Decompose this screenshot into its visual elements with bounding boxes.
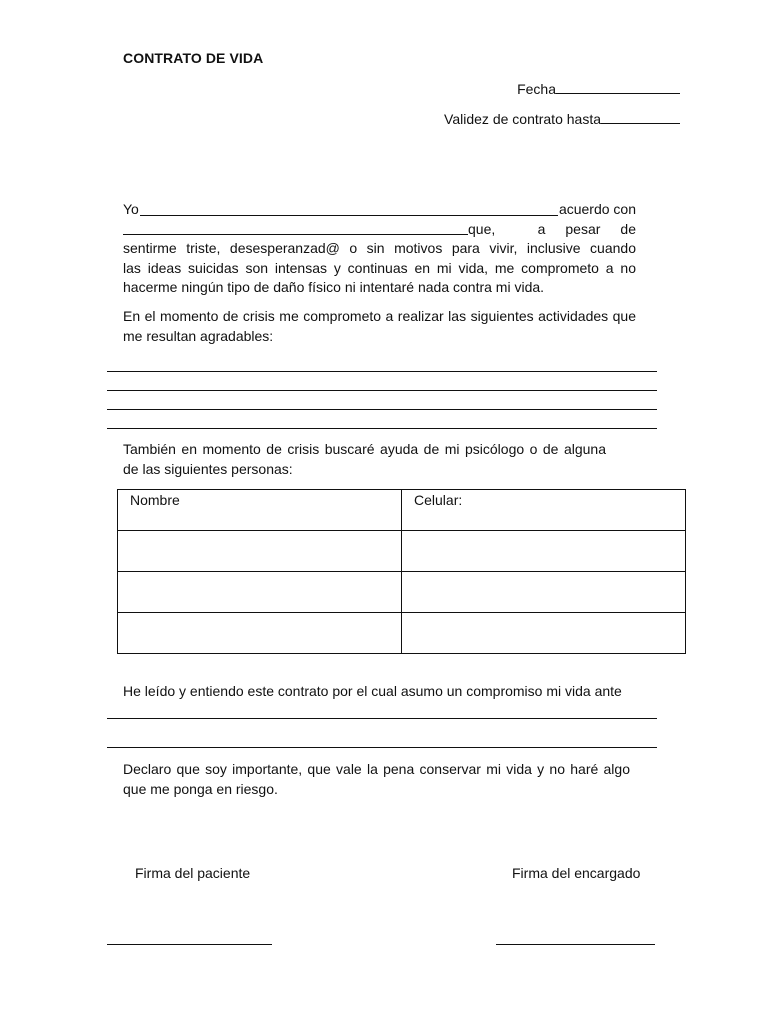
contact-phone-cell[interactable]	[402, 613, 686, 654]
contact-phone-cell[interactable]	[402, 572, 686, 613]
contacts-table	[117, 489, 686, 654]
contact-name-cell[interactable]	[118, 572, 402, 613]
validez-label: Validez de contrato hasta	[444, 111, 601, 127]
activity-line-4[interactable]	[107, 428, 657, 429]
patient-signature-line[interactable]	[107, 944, 272, 945]
table-row	[118, 613, 686, 654]
fecha-blank[interactable]	[556, 80, 680, 94]
activity-line-3[interactable]	[107, 409, 657, 410]
agreement-blank[interactable]	[123, 221, 468, 235]
table-row	[118, 572, 686, 613]
intro-line-3: sentirme triste, desesperanzad@ o sin motivos para vivir, inclusive cuando	[123, 240, 636, 256]
table-header-row	[118, 490, 686, 531]
validez-field[interactable]	[444, 110, 680, 127]
fecha-field[interactable]	[517, 80, 680, 97]
crisis-activities-paragraph: En el momento de crisis me comprometo a realizar las siguientes actividades que me resultan agradables:	[123, 308, 636, 344]
validez-blank[interactable]	[601, 110, 680, 124]
contact-name-cell[interactable]	[118, 531, 402, 572]
witness-line-1[interactable]	[107, 718, 657, 719]
table-row	[118, 531, 686, 572]
contact-name-cell[interactable]	[118, 613, 402, 654]
witness-line-2[interactable]	[107, 747, 657, 748]
intro-word-pesar: pesar	[565, 220, 601, 237]
declaration-paragraph: Declaro que soy importante, que vale la pena conservar mi vida y no haré algo que me ponga en riesgo.	[123, 761, 630, 797]
intro-word-de: de	[620, 220, 636, 237]
yo-label: Yo	[123, 201, 139, 217]
activity-line-2[interactable]	[107, 390, 657, 391]
que-label: que,	[468, 220, 496, 237]
read-statement: He leído y entiendo este contrato por el cual asumo un compromiso mi vida ante	[123, 683, 622, 699]
guardian-signature-line[interactable]	[496, 944, 655, 945]
header-nombre: Nombre	[118, 490, 402, 531]
guardian-signature-label: Firma del encargado	[512, 865, 641, 881]
intro-line-4: las ideas suicidas son intensas y continuas en mi vida, me comprometo a no	[123, 259, 636, 276]
intro-word-a: a	[537, 220, 546, 237]
fecha-label: Fecha	[517, 81, 556, 97]
crisis-help-paragraph: También en momento de crisis buscaré ayuda de mi psicólogo o de alguna de las siguientes personas:	[123, 441, 606, 477]
header-celular: Celular:	[402, 490, 686, 531]
name-blank[interactable]	[140, 202, 558, 216]
intro-line-1	[123, 200, 636, 220]
activity-line-1[interactable]	[107, 371, 657, 372]
patient-signature-label: Firma del paciente	[135, 865, 251, 881]
intro-line-5: hacerme ningún tipo de daño físico ni intentaré nada contra mi vida.	[123, 279, 545, 295]
intro-line-2	[123, 220, 636, 240]
intro-paragraph	[123, 200, 636, 298]
contact-phone-cell[interactable]	[402, 531, 686, 572]
document-title: CONTRATO DE VIDA	[123, 50, 264, 66]
acuerdo-label: acuerdo con	[558, 201, 636, 217]
